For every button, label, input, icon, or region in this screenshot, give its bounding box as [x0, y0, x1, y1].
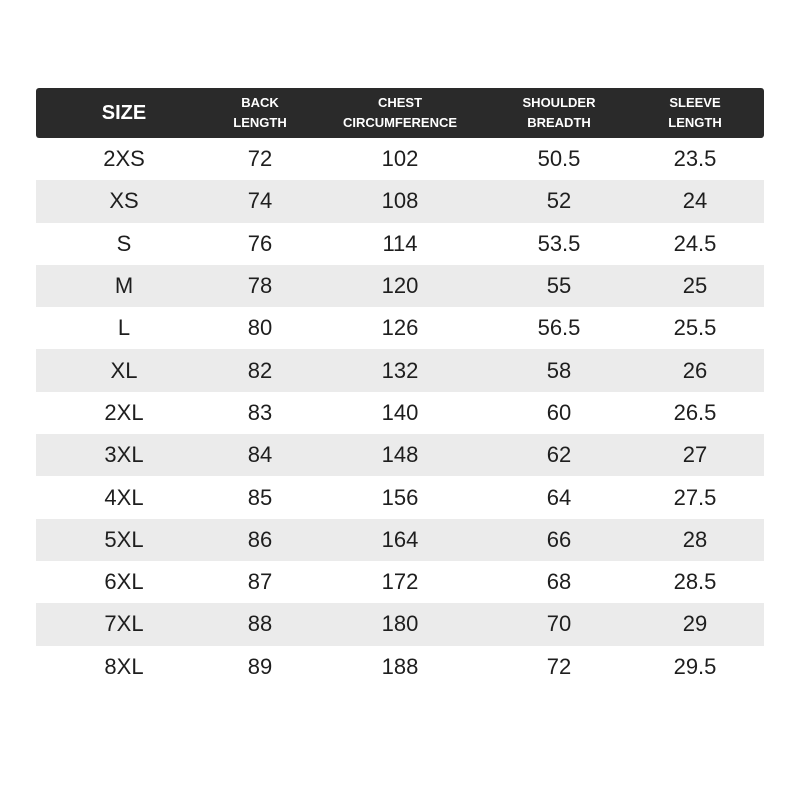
cell-size: 3XL — [104, 442, 144, 468]
cell-shoulder-breadth: 52 — [546, 188, 572, 214]
table-row — [36, 434, 764, 476]
cell-shoulder-breadth: 62 — [546, 442, 572, 468]
cell-sleeve-length: 29.5 — [673, 653, 717, 679]
cell-size: 5XL — [104, 526, 144, 552]
cell-size: M — [114, 273, 134, 299]
table-row — [36, 519, 764, 561]
cell-chest-circumference: 132 — [381, 357, 419, 383]
cell-sleeve-length: 26 — [682, 357, 708, 383]
cell-sleeve-length: 27 — [682, 442, 708, 468]
cell-chest-circumference: 108 — [381, 188, 419, 214]
cell-size: 6XL — [104, 569, 144, 595]
cell-chest-circumference: 172 — [381, 569, 419, 595]
cell-chest-circumference: 156 — [381, 484, 419, 510]
cell-shoulder-breadth: 53.5 — [537, 230, 581, 256]
table-row — [36, 476, 764, 518]
cell-chest-circumference: 114 — [382, 230, 418, 256]
cell-sleeve-length: 24.5 — [673, 230, 717, 256]
table-row — [36, 265, 764, 307]
cell-back-length: 88 — [247, 611, 273, 637]
cell-shoulder-breadth: 72 — [546, 653, 572, 679]
cell-size: XL — [110, 357, 138, 383]
cell-back-length: 86 — [247, 526, 273, 552]
table-row — [36, 349, 764, 391]
cell-back-length: 85 — [247, 484, 273, 510]
cell-sleeve-length: 23.5 — [673, 146, 717, 172]
cell-shoulder-breadth: 64 — [546, 484, 572, 510]
cell-back-length: 80 — [247, 315, 273, 341]
cell-back-length: 74 — [247, 188, 273, 214]
cell-shoulder-breadth: 58 — [546, 357, 572, 383]
cell-chest-circumference: 188 — [381, 653, 419, 679]
table-row — [36, 180, 764, 222]
cell-shoulder-breadth: 70 — [546, 611, 572, 637]
cell-sleeve-length: 26.5 — [673, 399, 717, 425]
cell-shoulder-breadth: 66 — [546, 526, 572, 552]
table-header — [36, 88, 764, 138]
table-row — [36, 603, 764, 645]
header-shoulder-breadth: SHOULDER BREADTH — [522, 95, 596, 130]
cell-sleeve-length: 28 — [682, 526, 708, 552]
header-sleeve-length: SLEEVE LENGTH — [668, 95, 722, 130]
cell-size: 8XL — [104, 653, 144, 679]
cell-sleeve-length: 25 — [682, 273, 708, 299]
table-body — [36, 138, 764, 688]
cell-chest-circumference: 126 — [381, 315, 419, 341]
cell-shoulder-breadth: 60 — [546, 399, 572, 425]
header-size: SIZE — [101, 102, 147, 124]
cell-chest-circumference: 148 — [381, 442, 419, 468]
cell-chest-circumference: 164 — [381, 526, 419, 552]
table-row — [36, 646, 764, 688]
cell-sleeve-length: 24 — [682, 188, 708, 214]
cell-back-length: 83 — [247, 399, 273, 425]
cell-shoulder-breadth: 55 — [546, 273, 572, 299]
cell-chest-circumference: 102 — [381, 146, 419, 172]
cell-size: 2XL — [104, 399, 144, 425]
table-row — [36, 307, 764, 349]
cell-chest-circumference: 140 — [381, 399, 419, 425]
cell-sleeve-length: 25.5 — [673, 315, 717, 341]
cell-back-length: 89 — [247, 653, 273, 679]
cell-sleeve-length: 29 — [682, 611, 708, 637]
cell-chest-circumference: 120 — [381, 273, 419, 299]
cell-back-length: 84 — [247, 442, 273, 468]
header-chest-circumference: CHEST CIRCUMFERENCE — [342, 95, 458, 130]
table-row — [36, 138, 764, 180]
cell-size: XS — [109, 188, 139, 214]
cell-size: 2XS — [103, 146, 145, 172]
cell-back-length: 72 — [247, 146, 273, 172]
size-chart-table — [36, 88, 764, 688]
cell-chest-circumference: 180 — [381, 611, 419, 637]
table-row — [36, 392, 764, 434]
cell-back-length: 76 — [247, 230, 273, 256]
header-back-length: BACK LENGTH — [233, 95, 287, 130]
cell-sleeve-length: 28.5 — [673, 569, 717, 595]
cell-shoulder-breadth: 50.5 — [537, 146, 581, 172]
cell-size: L — [117, 315, 131, 341]
cell-size: 7XL — [104, 611, 144, 637]
cell-back-length: 78 — [247, 273, 273, 299]
cell-shoulder-breadth: 56.5 — [537, 315, 581, 341]
table-row — [36, 561, 764, 603]
cell-back-length: 82 — [247, 357, 273, 383]
cell-sleeve-length: 27.5 — [673, 484, 717, 510]
cell-back-length: 87 — [247, 569, 273, 595]
cell-shoulder-breadth: 68 — [546, 569, 572, 595]
cell-size: 4XL — [104, 484, 144, 510]
table-row — [36, 223, 764, 265]
cell-size: S — [116, 230, 132, 256]
